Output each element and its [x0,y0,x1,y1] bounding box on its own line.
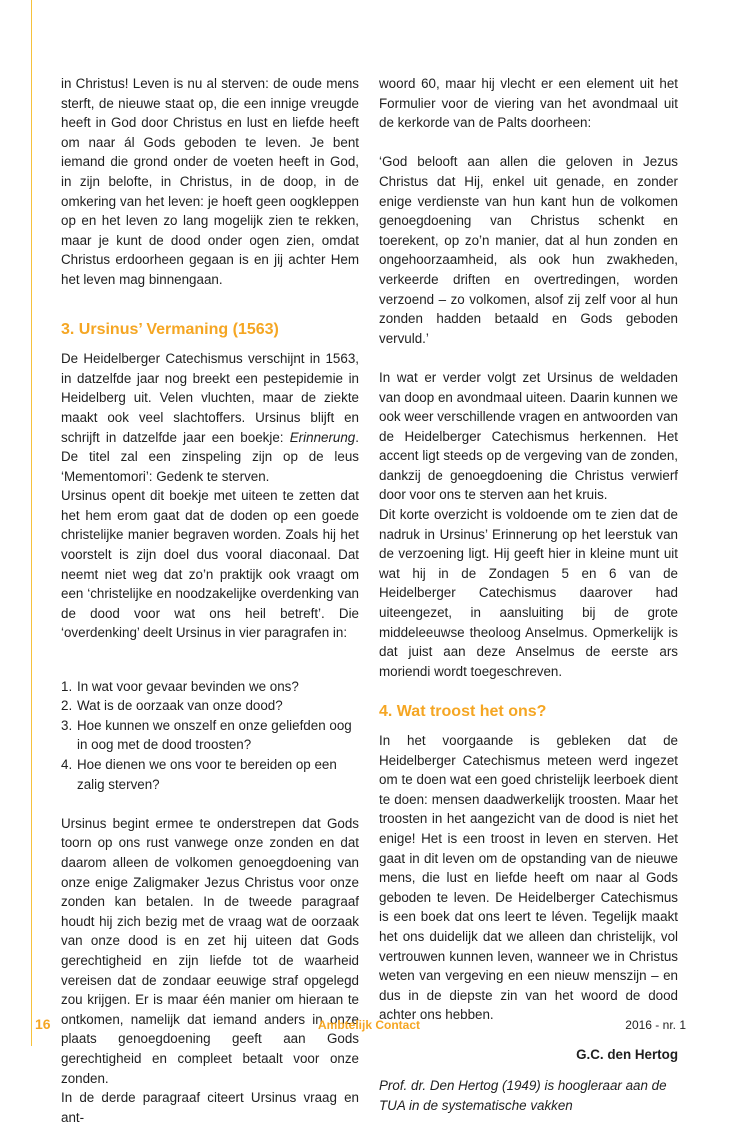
question-list [61,677,359,795]
list-item: 1. In wat voor gevaar bevinden we ons? [61,678,299,694]
list-item: 2. Wat is de oorzaak van onze dood? [61,698,283,714]
issue-label: 2016 - nr. 1 [625,1018,686,1032]
list-item: 4. Hoe dienen we ons voor te bereiden op een zalig sterven? [61,757,337,792]
paragraph: In wat er verder volgt zet Ursinus de weldaden van doop en avondmaal uiteen. Daarin kunnen we ook weer verschillende vragen en antwoorden van de Heidelberger Catechismus herkennen. Het accent ligt steeds op de vergeving van de zonden, dankzij de genoegdoening die Christus verwierf door voor ons te sterven aan het kruis. [379,369,678,503]
paragraph: woord 60, maar hij vlecht er een element uit het Formulier voor de viering van het avondmaal uit de kerkorde van de Palts doorheen: [379,76,678,131]
page-number: 16 [35,1016,51,1032]
paragraph: Ursinus begint ermee te onderstrepen dat Gods toorn op ons rust vanwege onze zonden en dat daarom alleen de volkomen genoegdoening van onze enige Zaligmaker Jezus Christus voor onze zonden kan betalen. In de tweede paragraaf houdt hij zich bezig met de vraag wat de oorzaak van onze dood is en zet hij uiteen dat Gods gerechtigheid en zijn liefde tot de waarheid vereisen dat de zondaar eeuwige straf opgelegd zou krijgen. Er is maar één manier om hieraan te ontkomen, namelijk dat iemand anders in onze plaats genoegdoening geeft aan Gods gerechtigheid en compleet betaalt voor onze zonden. [61,815,359,1086]
right-column [379,74,678,1115]
book-title: Erinnerung [289,429,356,445]
list-item: 3. Hoe kunnen we onszelf en onze geliefden oog in oog met de dood troosten? [61,717,352,753]
paragraph: Dit korte overzicht is voldoende om te zien dat de nadruk in Ursinus’ Erinnerung op het leerstuk van de verzoening ligt. Hij geeft hier in kleine munt uit wat hij in de Zondagen 5 en 6 van de Heidelberger Catechismus daarover had uiteengezet, in aansluiting bij de grote middeleeuwse theoloog Anselmus. Opmerkelijk is dat juist aan deze Anselmus de eerste ars moriendi wordt toegeschreven. [379,507,678,679]
paragraph: In het voorgaande is gebleken dat de Heidelberger Catechismus meteen werd ingezet om te doen wat een goed christelijk leerboek dient te doen: mensen daadwerkelijk troosten. Maar het troosten in het aangezicht van de dood is niet het enige! Het is een troost in leven en sterven. Het gaat in dit leven om de opstanding van de nieuwe mens, die lust en liefde heeft om naar al Gods geboden te leven. De Heidelberger Catechismus is een boek dat ons leert te léven. Tegelijk maakt het ons duidelijk dat we alleen dan christelijk, vol vertrouwen kunnen leven, wanneer we in Christus weten van vergeving en een nieuw menszijn – en dus in de diepste zin van het woord de dood achter ons hebben. [379,733,678,1023]
author-bio: Prof. dr. Den Hertog (1949) is hoogleraar aan de TUA in de systematische vakken [379,1078,667,1113]
left-column [61,74,359,1127]
section-heading-3: 3. Ursinus’ Vermaning (1563) [61,321,279,339]
magazine-name: Ambtelijk Contact [317,1018,420,1032]
author-signature: G.C. den Hertog [576,1046,678,1062]
paragraph: De Heidelberger Catechismus verschijnt in 1563, in datzelfde jaar nog breekt een pestepidemie in Heidelberg uit. Velen vluchten, maar de ziekte maakt ook veel slachtoffers. Ursinus blijft en schrijft in datzelfde jaar een boekje: Erinnerung. De titel zal een zinspeling zijn op de leus ‘Mementomori’: Gedenk te sterven. [61,351,359,484]
paragraph: in Christus! Leven is nu al sterven: de oude mens sterft, de nieuwe staat op, die een innige vreugde heeft in God door Christus en lust en liefde heeft om naar ál Gods geboden te leven. Je bent iemand die grond onder de voeten heeft in God, in zijn belofte, in Christus, in de doop, in de omkering van het leven: je hoeft geen oogkleppen op en het leven zo lang mogelijk zien te rekken, maar je kunt de dood onder ogen zien, omdat Christus erdoorheen gegaan is en jij achter Hem het leven mag binnengaan. [61,76,359,287]
quotation: ‘God belooft aan allen die geloven in Jezus Christus dat Hij, enkel uit genade, en zonder enige verdienste van hun kant hun de volkomen genoegdoening van Christus schenkt en toerekent, op zo’n manier, dat al hun zonden en ongehoorzaamheid, als ook hun zwakheden, verkeerde driften en overtredingen, worden verzoend – zo volkomen, alsof zij zelf voor al hun zonden hadden betaald en Gods geboden vervuld.’ [379,154,678,346]
paragraph: Ursinus opent dit boekje met uiteen te zetten dat het hem erom gaat dat de doden op een goede christelijke manier begraven worden. Zoals hij het voorstelt is zijn doel dus vooral diaconaal. Dat neemt niet weg dat zo’n praktijk ook vraagt om een ‘christelijke en noodzakelijke overdenking van de dood voor wat ons heil betreft’. Die ‘overdenking’ deelt Ursinus in vier paragrafen in: [61,488,359,641]
page-footer [0,1016,738,1036]
paragraph: In de derde paragraaf citeert Ursinus vraag en ant- [61,1090,359,1125]
section-heading-4: 4. Wat troost het ons? [379,703,547,720]
margin-rule [31,0,32,1046]
